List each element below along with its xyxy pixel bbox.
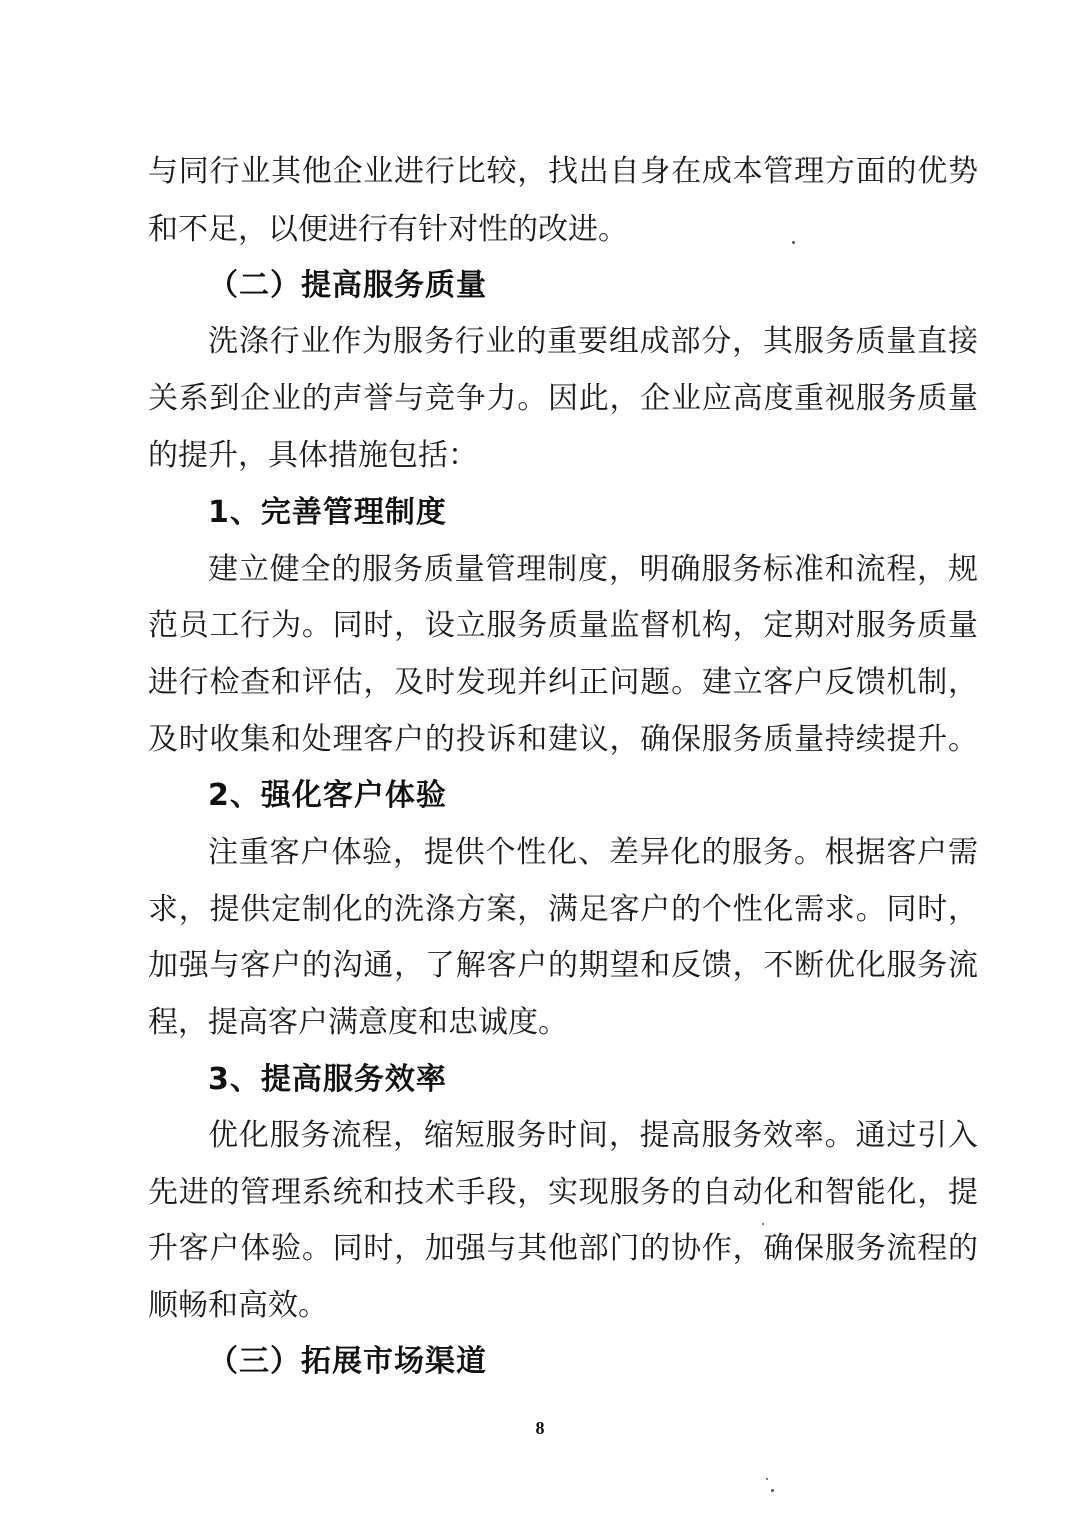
paragraph-line: 求，提供定制化的洗涤方案，满足客户的个性化需求。同时， — [148, 892, 978, 927]
paragraph-line: 优化服务流程，缩短服务时间，提高服务效率。通过引入 — [208, 1118, 978, 1153]
paragraph-line: 关系到企业的声誉与竞争力。因此，企业应高度重视服务质量 — [148, 381, 978, 416]
paragraph-line: 顺畅和高效。 — [148, 1288, 328, 1323]
subsection-heading: 1、完善管理制度 — [208, 495, 447, 530]
section-heading: （三）拓展市场渠道 — [208, 1344, 487, 1379]
paragraph-line: 进行检查和评估，及时发现并纠正问题。建立客户反馈机制， — [148, 665, 978, 700]
paragraph-line: 洗涤行业作为服务行业的重要组成部分，其服务质量直接 — [208, 324, 978, 359]
paragraph-line: 加强与客户的沟通，了解客户的期望和反馈，不断优化服务流 — [148, 948, 978, 983]
paragraph-line: 建立健全的服务质量管理制度，明确服务标准和流程，规 — [208, 552, 978, 587]
scan-speck — [762, 1223, 764, 1225]
paragraph-line: 注重客户体验，提供个性化、差异化的服务。根据客户需 — [208, 835, 978, 870]
scan-speck — [771, 1489, 774, 1492]
paragraph-line: 与同行业其他企业进行比较，找出自身在成本管理方面的优势 — [148, 154, 978, 189]
paragraph-line: 范员工行为。同时，设立服务质量监督机构，定期对服务质量 — [148, 608, 978, 643]
section-heading: （二）提高服务质量 — [208, 268, 487, 303]
scan-speck — [766, 1478, 768, 1480]
paragraph-line: 先进的管理系统和技术手段，实现服务的自动化和智能化，提 — [148, 1175, 978, 1210]
paragraph-line: 升客户体验。同时，加强与其他部门的协作，确保服务流程的 — [148, 1231, 978, 1266]
page-number: 8 — [535, 1418, 545, 1438]
scan-speck — [792, 241, 795, 244]
paragraph-line: 和不足，以便进行有针对性的改进。 — [148, 212, 628, 247]
paragraph-line: 的提升，具体措施包括： — [148, 438, 478, 473]
subsection-heading: 2、强化客户体验 — [208, 778, 447, 813]
paragraph-line: 及时收集和处理客户的投诉和建议，确保服务质量持续提升。 — [148, 722, 978, 757]
subsection-heading: 3、提高服务效率 — [208, 1062, 447, 1097]
paragraph-line: 程，提高客户满意度和忠诚度。 — [148, 1005, 568, 1040]
